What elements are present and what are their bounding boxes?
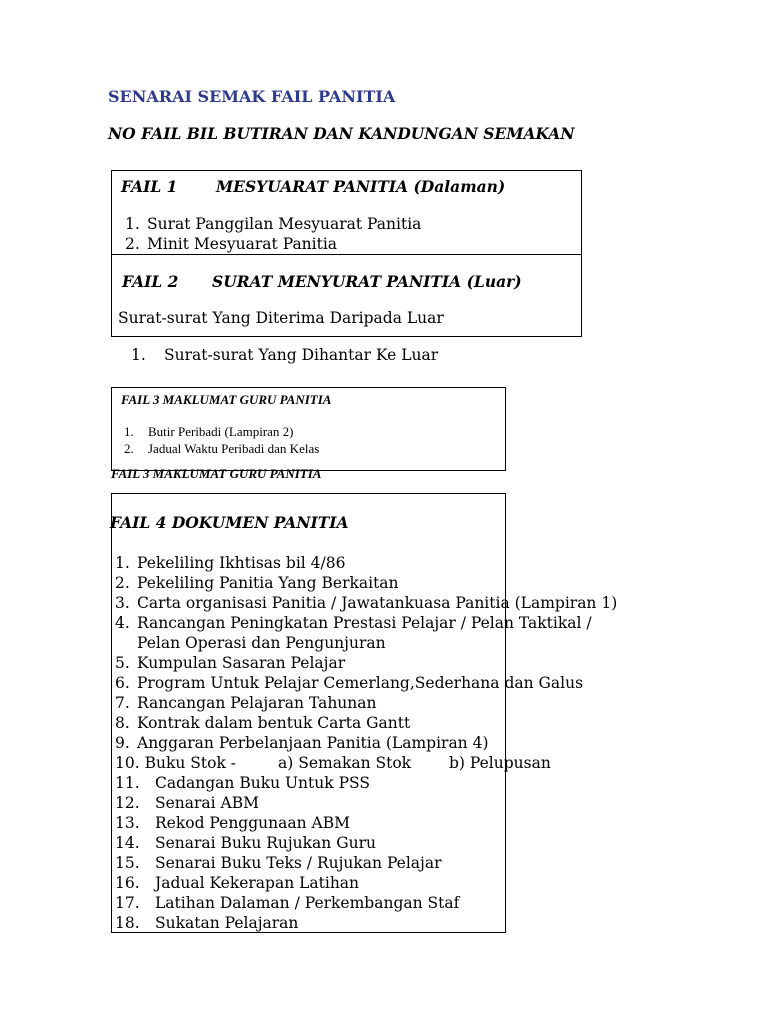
list-item: 1. Butir Peribadi (Lampiran 2) — [124, 424, 294, 439]
fail-2-box — [111, 254, 582, 337]
list-item: 6. Program Untuk Pelajar Cemerlang,Sederhana dan Galus — [115, 674, 584, 692]
fail-4-heading: FAIL 4 DOKUMEN PANITIA — [110, 513, 349, 532]
list-item: 17. Latihan Dalaman / Perkembangan Staf — [115, 894, 460, 912]
list-item: 3. Carta organisasi Panitia / Jawatankuasa Panitia (Lampiran 1) — [115, 594, 618, 612]
list-item: 2. Minit Mesyuarat Panitia — [125, 235, 338, 253]
column-header-line: NO FAIL BIL BUTIRAN DAN KANDUNGAN SEMAKAN — [108, 124, 575, 143]
fail-3-heading: FAIL 3 MAKLUMAT GURU PANITIA — [121, 392, 332, 407]
list-item: 1. Pekeliling Ikhtisas bil 4/86 — [115, 554, 346, 572]
list-item: 13. Rekod Penggunaan ABM — [115, 814, 350, 832]
list-item: 4. Rancangan Peningkatan Prestasi Pelajar / Pelan Taktikal / — [115, 614, 592, 632]
fail-1-number: FAIL 1 — [121, 177, 178, 196]
fail-2-received-line: Surat-surat Yang Diterima Daripada Luar — [118, 309, 444, 327]
list-item: Pelan Operasi dan Pengunjuran — [137, 634, 386, 652]
fail-1-name: MESYUARAT PANITIA (Dalaman) — [216, 177, 506, 196]
list-item-10: 10. Buku Stok - — [115, 754, 237, 772]
list-item: 16. Jadual Kekerapan Latihan — [115, 874, 360, 892]
stock-check-option: a) Semakan Stok — [278, 754, 412, 772]
fail-1-box — [111, 170, 582, 255]
list-item: 1. Surat Panggilan Mesyuarat Panitia — [125, 215, 422, 233]
list-item: 5. Kumpulan Sasaran Pelajar — [115, 654, 346, 672]
list-item: 2. Jadual Waktu Peribadi dan Kelas — [124, 441, 320, 456]
fail-2-number: FAIL 2 — [122, 272, 179, 291]
list-item: 8. Kontrak dalam bentuk Carta Gantt — [115, 714, 411, 732]
list-item: 11. Cadangan Buku Untuk PSS — [115, 774, 370, 792]
list-item: 18. Sukatan Pelajaran — [115, 914, 299, 932]
page-title: SENARAI SEMAK FAIL PANITIA — [108, 87, 396, 106]
fail-3-box — [111, 387, 506, 481]
list-item: 7. Rancangan Pelajaran Tahunan — [115, 694, 377, 712]
fail-2-name: SURAT MENYURAT PANITIA (Luar) — [212, 272, 522, 291]
list-item: 15. Senarai Buku Teks / Rujukan Pelajar — [115, 854, 442, 872]
list-item: 12. Senarai ABM — [115, 794, 260, 812]
disposal-option: b) Pelupusan — [449, 754, 551, 772]
list-item: 9. Anggaran Perbelanjaan Panitia (Lampiran 4) — [115, 734, 489, 752]
fail-2-sent-item: 1. Surat-surat Yang Dihantar Ke Luar — [131, 346, 439, 364]
fail-3-heading-overflow: FAIL 3 MAKLUMAT GURU PANITIA — [111, 466, 322, 481]
list-item: 2. Pekeliling Panitia Yang Berkaitan — [115, 574, 399, 592]
list-item: 14. Senarai Buku Rujukan Guru — [115, 834, 376, 852]
